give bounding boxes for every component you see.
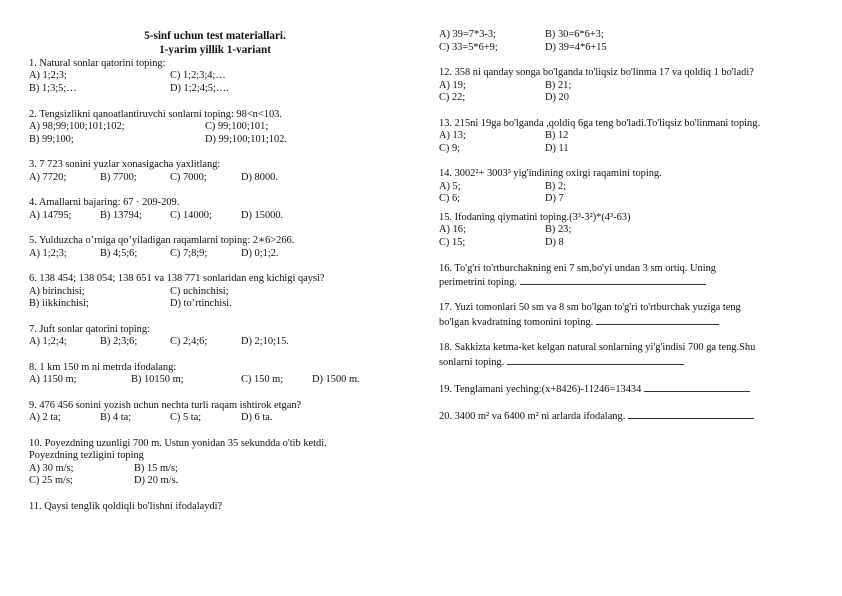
option-b: B) iikkinchisi; <box>29 298 89 310</box>
answer-blank[interactable] <box>507 355 684 365</box>
question-text: 18. Sakkizta ketma-ket kelgan natural sonlarning yi'g'indisi 700 ga teng.Shu <box>439 342 756 354</box>
question-19 <box>439 382 824 396</box>
option-d: D) 7 <box>545 193 564 205</box>
option-a: A) 98;99;100;101;102; <box>29 121 125 132</box>
option-c: C) 99;100;101; <box>205 121 269 132</box>
title-block <box>29 30 401 57</box>
option-a: A) 14795; <box>29 209 72 221</box>
option-d: D) 8 <box>545 236 564 248</box>
question-text: 16. To'g'ri to'rtburchakning eni 7 sm,bo'yi undan 3 sm ortiq. Uning <box>439 262 716 274</box>
option-d: D) 1500 m. <box>312 374 360 386</box>
option-b: B) 10150 m; <box>131 374 184 386</box>
option-a: A) 39=7*3-3; <box>439 29 496 40</box>
option-c: C) 33=5*6+9; <box>439 41 498 53</box>
option-d: D) 11 <box>545 142 569 154</box>
option-c: C) 14000; <box>170 209 212 221</box>
answer-blank[interactable] <box>628 409 754 419</box>
option-d: D) 6 ta. <box>241 412 273 424</box>
option-c: C) 6; <box>439 193 461 205</box>
option-a: A) 2 ta; <box>29 412 61 424</box>
option-b: B) 30=6*6+3; <box>545 29 604 40</box>
option-b: B) 99;100; <box>29 133 74 145</box>
option-a: A) 13; <box>439 130 466 142</box>
option-b: B) 2; <box>545 180 567 192</box>
question-text: 12. 358 ni qanday songa bo'lganda to'liqsiz bo'linma 17 va qoldiq 1 bo'ladi? <box>439 67 754 79</box>
question-2 <box>29 109 409 147</box>
question-20 <box>439 409 824 423</box>
question-text: 1. Natural sonlar qatorini toping: <box>29 58 166 69</box>
option-c: C) 15; <box>439 236 466 248</box>
option-c: C) 7;8;9; <box>170 247 208 259</box>
question-text-continued: Poyezdning tezligini toping <box>29 450 144 462</box>
option-a: A) 30 m/s; <box>29 462 74 474</box>
question-12 <box>439 67 824 105</box>
option-c: C) 1;2;3;4;… <box>170 70 226 82</box>
question-text: 10. Poyezdning uzunligi 700 m. Ustun yonidan 35 sekundda o'tib ketdi. <box>29 437 327 449</box>
option-c: C) 22; <box>439 92 466 104</box>
right-column <box>439 29 824 437</box>
question-text: 7. Juft sonlar qatorini toping: <box>29 323 150 335</box>
answer-blank[interactable] <box>644 382 750 392</box>
question-text-continued: bo'lgan kvadratning tomonini toping. <box>439 316 594 328</box>
option-b: B) 23; <box>545 224 572 236</box>
question-13 <box>439 118 824 156</box>
question-text: 4. Amallarni bajaring: 67 · 209-209. <box>29 197 180 209</box>
question-text: 11. Qaysi tenglik qoldiqli bo'lishni ifodalaydi? <box>29 500 223 512</box>
option-d: D) 99;100;101;102. <box>205 133 287 145</box>
option-b: B) 4;5;6; <box>100 247 138 259</box>
option-c: C) uchinchisi; <box>170 285 229 297</box>
option-b: B) 7700; <box>100 171 137 183</box>
question-6 <box>29 273 409 311</box>
option-a: A) 1;2;3; <box>29 70 67 82</box>
option-a: A) birinchisi; <box>29 285 85 297</box>
option-a: A) 1150 m; <box>29 374 77 386</box>
question-14 <box>439 168 824 206</box>
question-8 <box>29 362 409 387</box>
question-text: 8. 1 km 150 m ni metrda ifodalang: <box>29 361 177 373</box>
question-1 <box>29 58 409 96</box>
question-text: 17. Yuzi tomonlari 50 sm va 8 sm bo'lgan to'g'ri to'rtburchak yuziga teng <box>439 302 741 314</box>
option-d: D) 39=4*6+15 <box>545 41 607 53</box>
option-d: D) 2;10;15. <box>241 336 289 348</box>
option-b: B) 2;3;6; <box>100 336 138 348</box>
question-4 <box>29 197 409 222</box>
option-b: B) 13794; <box>100 209 142 221</box>
option-c: C) 25 m/s; <box>29 475 73 487</box>
question-10 <box>29 438 409 488</box>
option-a: A) 7720; <box>29 171 67 183</box>
page-title: 5-sinf uchun test materiallari. <box>144 30 286 42</box>
option-d: D) 20 <box>545 92 569 104</box>
question-text: 14. 3002²+ 3003³ yig'indining oxirgi raqamini toping. <box>439 168 662 180</box>
question-text: 6. 138 454; 138 054; 138 651 va 138 771 sonlaridan eng kichigi qaysi? <box>29 273 325 285</box>
option-c: C) 5 ta; <box>170 412 202 424</box>
answer-blank[interactable] <box>596 315 719 325</box>
option-c: C) 7000; <box>170 171 207 183</box>
question-18 <box>439 342 824 369</box>
question-text: 20. 3400 m² va 6400 m² ni arlarda ifodalang. <box>439 411 626 423</box>
option-d: D) 20 m/s. <box>134 475 179 487</box>
question-text: 9. 476 456 sonini yozish uchun nechta turli raqam ishtirok etgan? <box>29 399 302 411</box>
option-d: D) 0;1;2. <box>241 247 279 259</box>
question-text: 13. 215ni 19ga bo'lganda ,qoldiq 6ga teng bo'ladi.To'liqsiz bo'linmani toping. <box>439 117 761 129</box>
option-b: B) 1;3;5;… <box>29 83 77 94</box>
page-subtitle: 1-yarim yillik 1-variant <box>159 43 271 56</box>
question-16 <box>439 263 824 290</box>
option-a: A) 1;2;4; <box>29 336 67 348</box>
option-a: A) 5; <box>439 180 461 192</box>
question-15 <box>439 212 824 250</box>
option-c: C) 2;4;6; <box>170 336 208 348</box>
question-3 <box>29 159 409 184</box>
question-text-continued: perimetrini toping. <box>439 276 517 288</box>
option-b: B) 12 <box>545 130 569 142</box>
question-text-continued: sonlarni toping. <box>439 356 505 368</box>
option-d: D) 15000. <box>241 209 284 221</box>
option-b: B) 4 ta; <box>100 412 132 424</box>
option-c: C) 9; <box>439 142 461 154</box>
question-7 <box>29 324 409 349</box>
left-column <box>29 30 409 526</box>
option-a: A) 1;2;3; <box>29 247 67 259</box>
option-c: C) 150 m; <box>241 374 284 386</box>
question-text: 3. 7 723 sonini yuzlar xonasigacha yaxlitlang: <box>29 159 221 171</box>
question-5 <box>29 235 409 260</box>
question-9 <box>29 400 409 425</box>
question-11-options <box>439 29 824 54</box>
question-text: 19. Tenglamani yeching:(x+8426)-11246=13434 <box>439 384 642 395</box>
option-d: D) to’rtinchisi. <box>170 298 232 310</box>
question-11 <box>29 501 409 513</box>
option-d: D) 8000. <box>241 171 278 183</box>
option-d: D) 1;2;4;5;…. <box>170 83 229 94</box>
option-b: B) 15 m/s; <box>134 462 178 474</box>
option-a: A) 19; <box>439 79 466 91</box>
question-text: 15. Ifodaning qiymatini toping.(3³-3²)*(4³-63) <box>439 211 631 223</box>
option-b: B) 21; <box>545 79 572 91</box>
question-text: 5. Yulduzcha o’rniga qo’yiladigan raqamlarni toping: 2∗6>266. <box>29 235 295 247</box>
answer-blank[interactable] <box>520 275 706 285</box>
option-a: A) 16; <box>439 224 466 236</box>
question-17 <box>439 302 824 329</box>
question-text: 2. Tengsizlikni qanoatlantiruvchi sonlarni toping: 98<n<103. <box>29 108 282 120</box>
